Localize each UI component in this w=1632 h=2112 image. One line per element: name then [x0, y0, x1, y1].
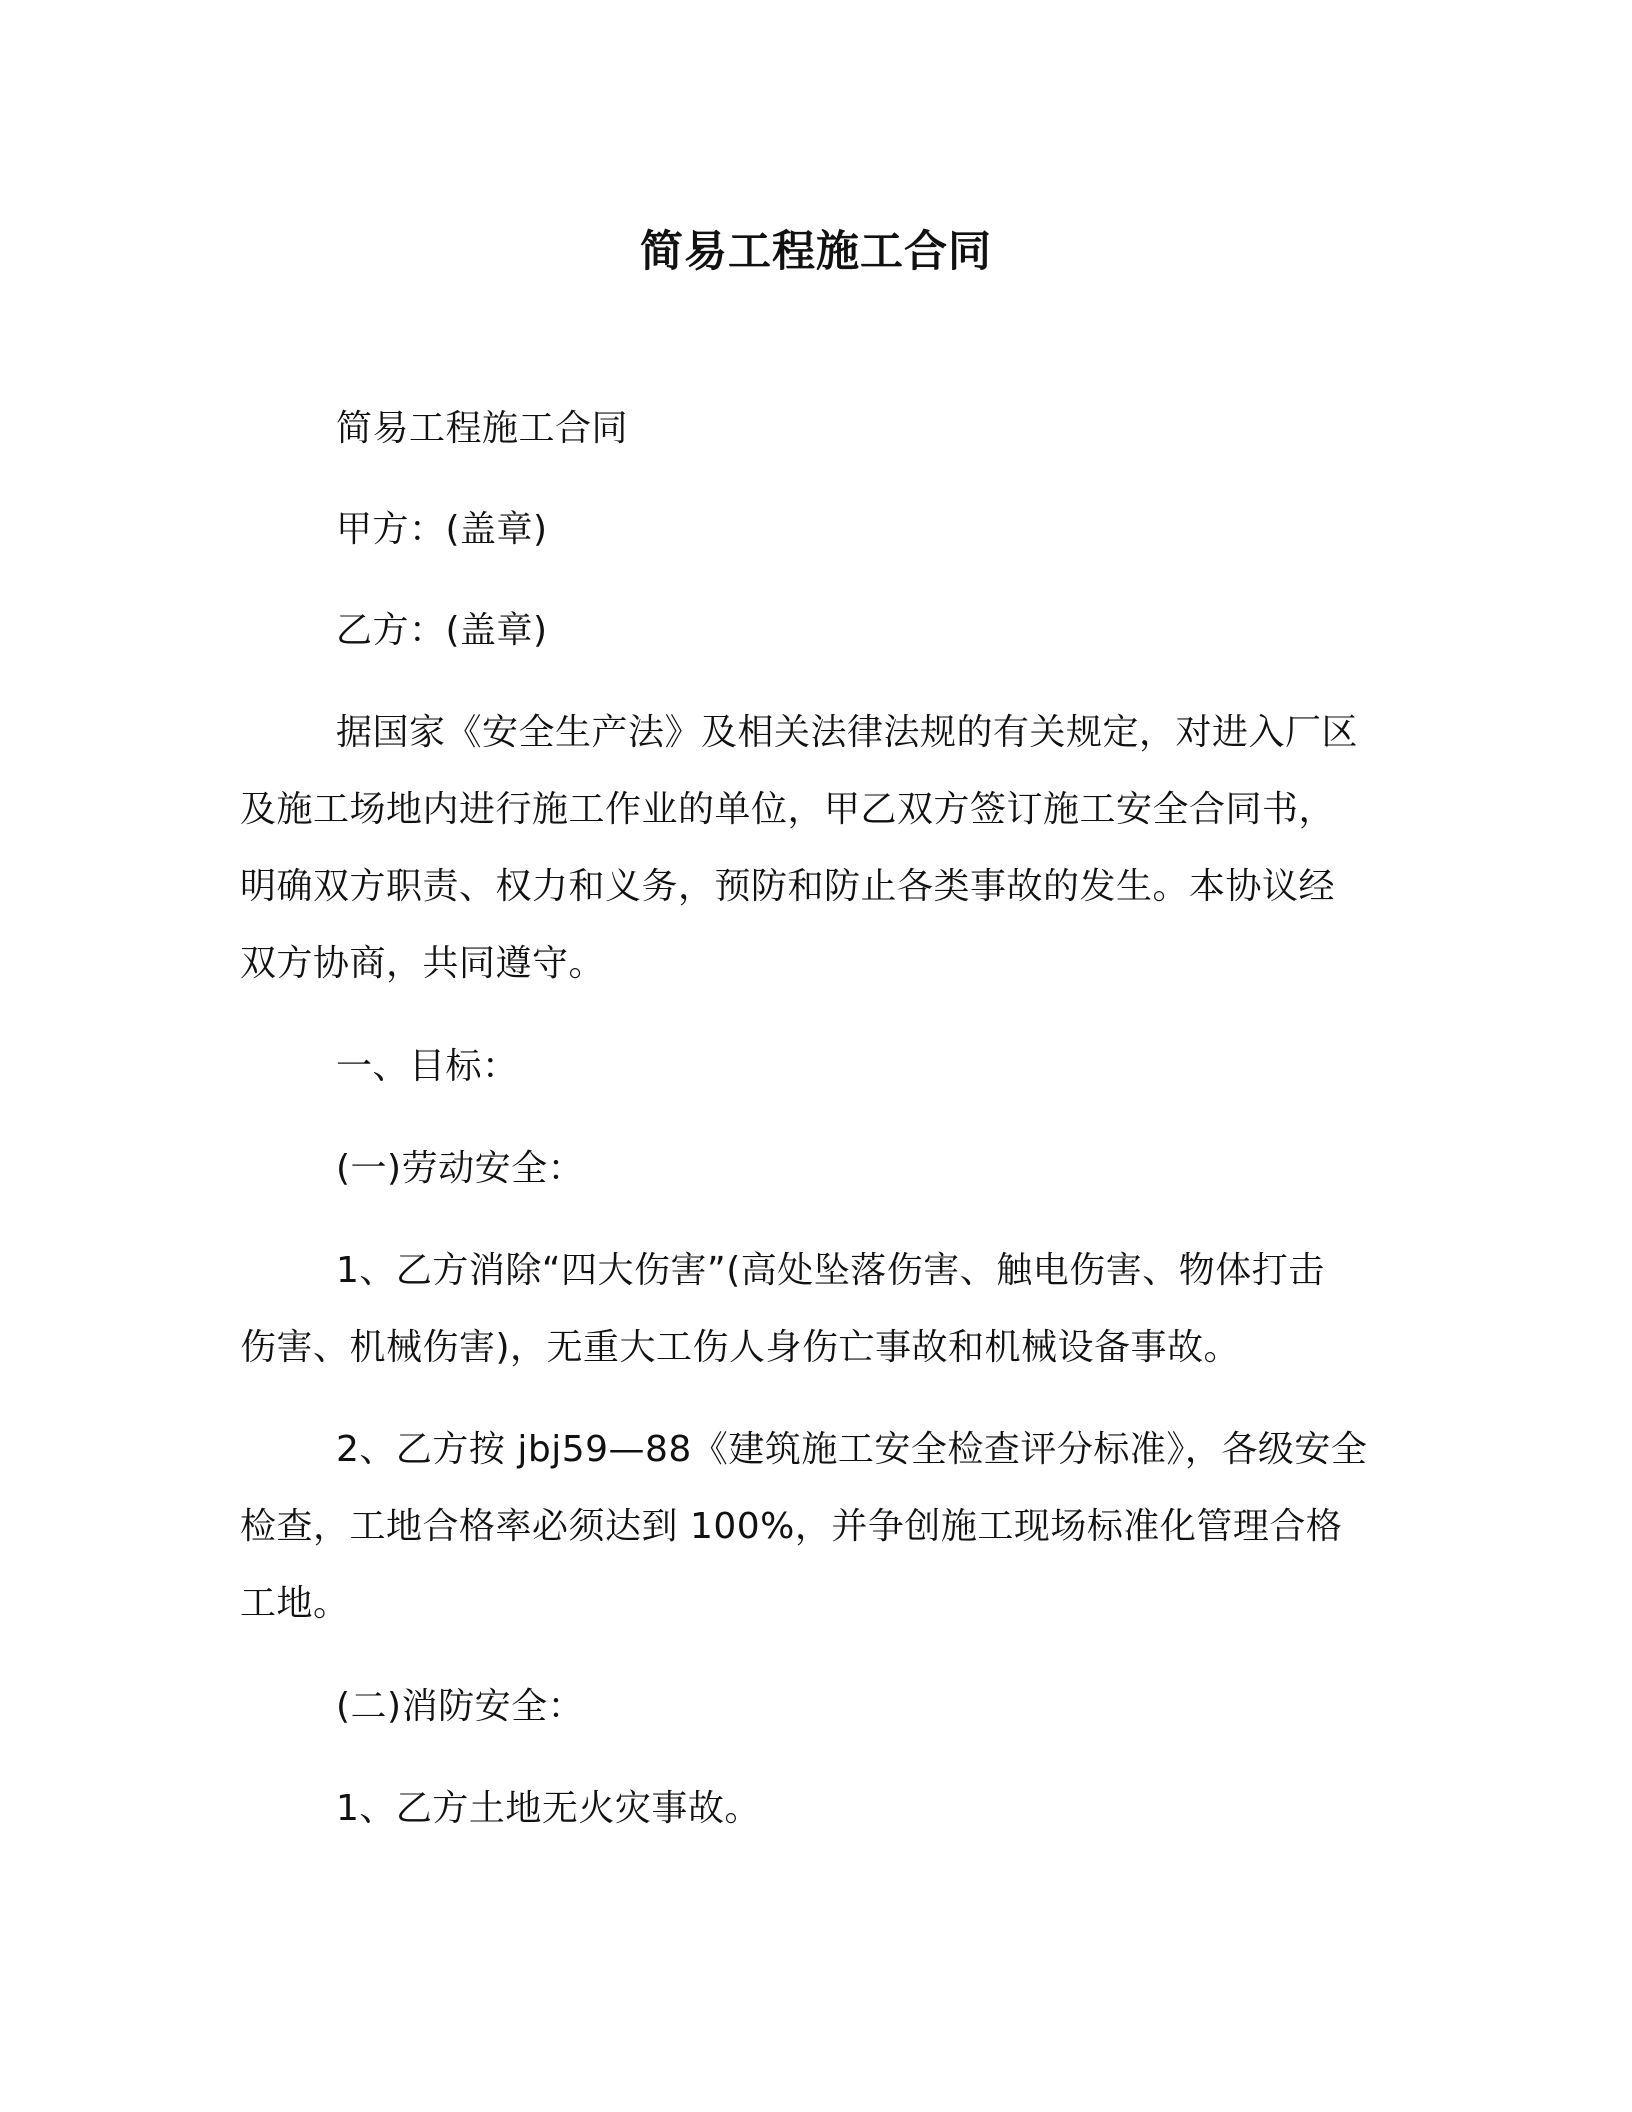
item-line: 伤害、机械伤害)，无重大工伤人身伤亡事故和机械设备事故。 [240, 1327, 1241, 1368]
subsection-heading-labor-safety: (一)劳动安全： [336, 1148, 585, 1189]
intro-line: 据国家《安全生产法》及相关法律法规的有关规定，对进入厂区 [336, 712, 1359, 753]
item-paragraph-1-2 [240, 1411, 1390, 1642]
document-title: 简易工程施工合同 [640, 227, 992, 277]
item-line: 检查，工地合格率必须达到 100%，并争创施工现场标准化管理合格 [240, 1506, 1343, 1547]
party-a-paragraph: 甲方：(盖章) [336, 509, 548, 550]
section-heading-goals: 一、目标： [336, 1046, 519, 1087]
item-paragraph-2-1: 1、乙方土地无火灾事故。 [336, 1788, 761, 1829]
intro-paragraph [240, 694, 1390, 1002]
item-paragraph-1-1 [240, 1232, 1390, 1386]
party-b-paragraph: 乙方：(盖章) [336, 610, 548, 651]
intro-line: 双方协商，共同遵守。 [240, 943, 606, 984]
item-line: 工地。 [240, 1583, 350, 1624]
intro-line: 明确双方职责、权力和义务，预防和防止各类事故的发生。本协议经 [240, 866, 1336, 907]
subsection-heading-fire-safety: (二)消防安全： [336, 1686, 585, 1727]
item-line: 2、乙方按 jbj59—88《建筑施工安全检查评分标准》，各级安全 [336, 1429, 1368, 1470]
intro-line: 及施工场地内进行施工作业的单位，甲乙双方签订施工安全合同书， [240, 789, 1336, 830]
subtitle-paragraph: 简易工程施工合同 [336, 408, 629, 449]
item-line: 1、乙方消除“四大伤害”(高处坠落伤害、触电伤害、物体打击 [336, 1250, 1325, 1291]
